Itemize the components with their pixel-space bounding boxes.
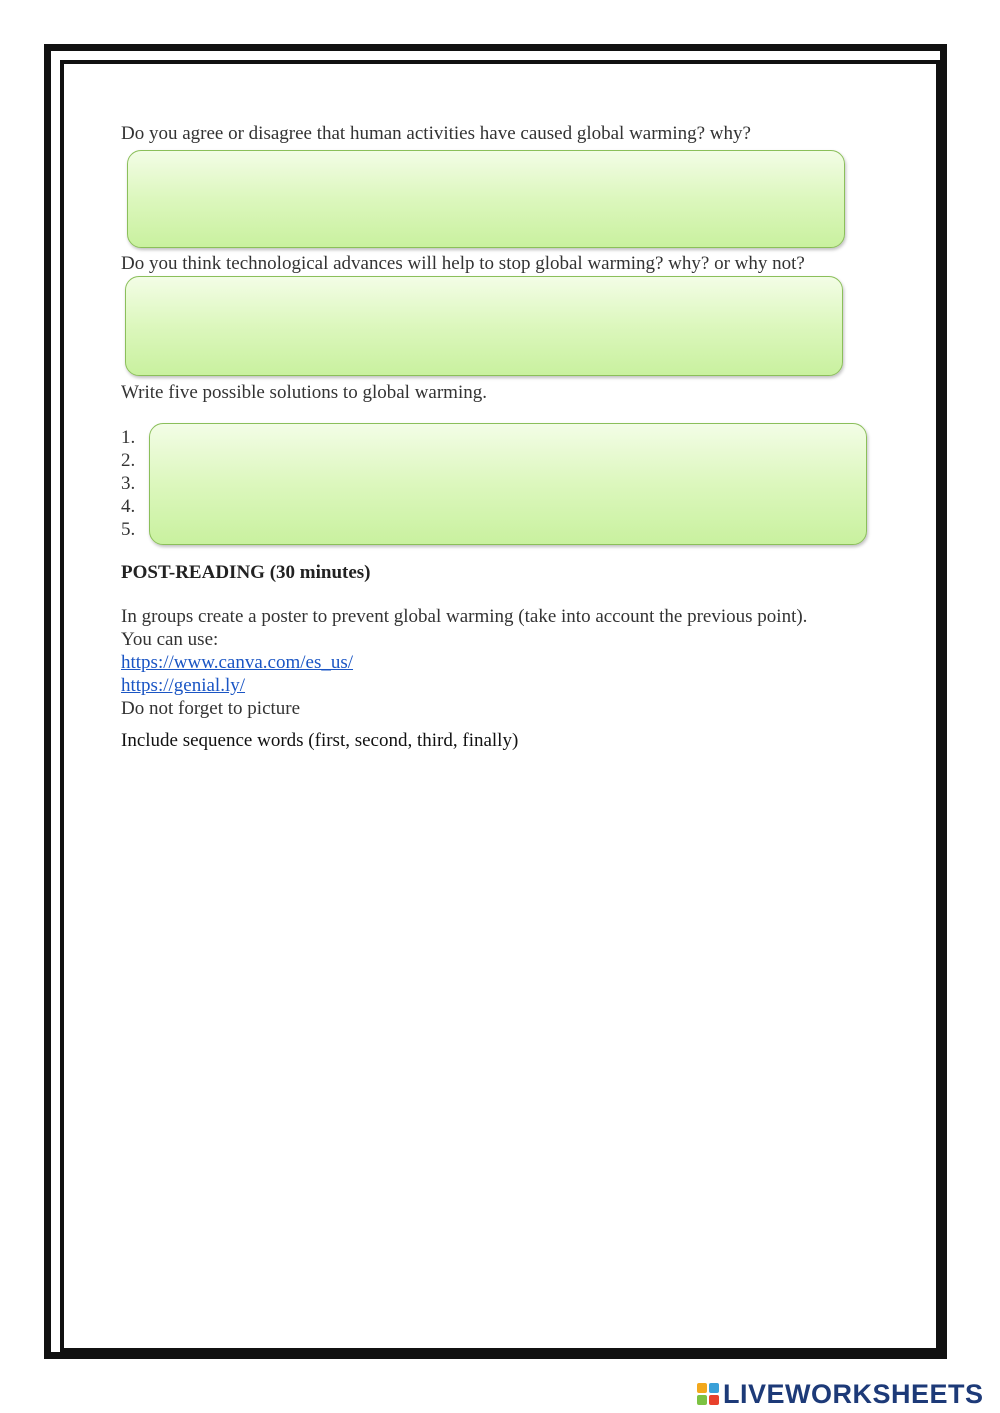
post-reading-instruction: In groups create a poster to prevent global warming (take into account the previous point). bbox=[121, 606, 808, 627]
brand-name: LIVEWORKSHEETS bbox=[723, 1378, 984, 1409]
list-number-5: 5. bbox=[121, 519, 136, 540]
list-number-4: 4. bbox=[121, 496, 136, 517]
can-use-label: You can use: bbox=[121, 629, 219, 650]
answer-box-1[interactable] bbox=[127, 150, 845, 248]
question-2: Do you think technological advances will help to stop global warming? why? or why not? bbox=[121, 253, 805, 274]
liveworksheets-logo bbox=[697, 1379, 984, 1409]
question-1: Do you agree or disagree that human activities have caused global warming? why? bbox=[121, 123, 751, 144]
reminder-text: Do not forget to picture bbox=[121, 698, 301, 719]
genially-link[interactable]: https://genial.ly/ bbox=[121, 675, 246, 696]
post-reading-heading: POST-READING (30 minutes) bbox=[121, 562, 371, 583]
logo-square-2 bbox=[709, 1383, 719, 1393]
logo-square-1 bbox=[697, 1383, 707, 1393]
liveworksheets-logo-icon bbox=[697, 1383, 719, 1405]
answer-box-3[interactable] bbox=[149, 423, 867, 545]
question-3: Write five possible solutions to global warming. bbox=[121, 382, 487, 403]
list-number-1: 1. bbox=[121, 427, 136, 448]
sequence-note: Include sequence words (first, second, third, finally) bbox=[121, 730, 519, 751]
logo-square-4 bbox=[709, 1395, 719, 1405]
logo-square-3 bbox=[697, 1395, 707, 1405]
list-number-2: 2. bbox=[121, 450, 136, 471]
list-number-3: 3. bbox=[121, 473, 136, 494]
canva-link[interactable]: https://www.canva.com/es_us/ bbox=[121, 652, 354, 673]
answer-box-2[interactable] bbox=[125, 276, 843, 376]
